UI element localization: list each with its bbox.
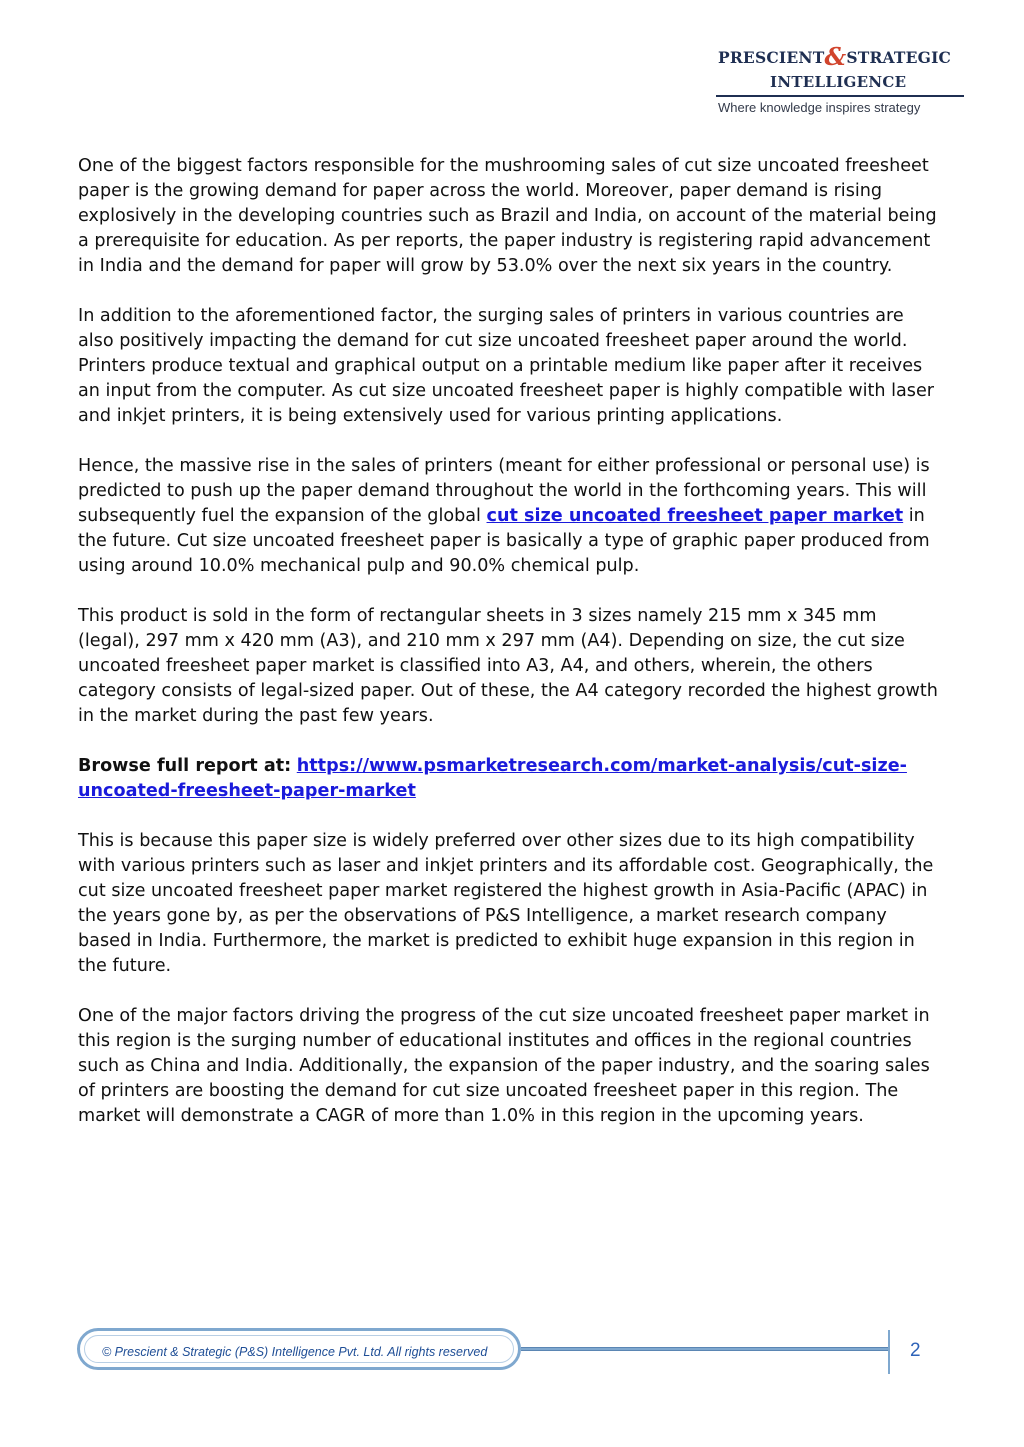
paragraph-3 <box>78 454 940 579</box>
market-report-link[interactable]: cut size uncoated freesheet paper market <box>486 506 904 526</box>
browse-report-url-link[interactable]: https://www.psmarketresearch.com/market-analysis/cut-size-uncoated-freesheet-paper-market <box>78 756 907 801</box>
browse-report-label: Browse full report at: <box>78 756 292 776</box>
footer-page-divider <box>888 1330 890 1374</box>
company-logo <box>716 40 966 122</box>
paragraph-5: This is because this paper size is widely preferred over other sizes due to its high compatibility with various printers such as laser and inkjet printers and its affordable cost. Geographically, the cut size uncoated freesheet paper market registered the highest growth in Asia-Pacific (APAC) in the years gone by, as per the observations of P&S Intelligence, a market research company based in India. Furthermore, the market is predicted to exhibit huge expansion in this region in the future. <box>78 831 934 976</box>
logo-wordmark-line2: INTELLIGENCE <box>770 73 907 91</box>
logo-word-prescient: PRESCIENT <box>718 48 825 67</box>
logo-ampersand: & <box>824 42 847 71</box>
logo-wordmark-line1 <box>718 42 952 71</box>
paragraph-3-tail: in the future. Cut size uncoated freesheet paper is basically a type of graphic paper produced from using around 10.0% mechanical pulp and 90.0% chemical pulp. <box>78 506 930 576</box>
paragraph-2: In addition to the aforementioned factor, the surging sales of printers in various countries are also positively impacting the demand for cut size uncoated freesheet paper around the world. Printers produce textual and graphical output on a printable medium like paper after it receives an input from the computer. As cut size uncoated freesheet paper is highly compatible with laser and inkjet printers, it is being extensively used for various printing applications. <box>78 306 935 426</box>
paragraph-4: This product is sold in the form of rectangular sheets in 3 sizes namely 215 mm x 345 mm (legal), 297 mm x 420 mm (A3), and 210 mm x 297 mm (A4). Depending on size, the cut size uncoated freesheet paper market is classified into A3, A4, and others, wherein, the others category consists of legal-sized paper. Out of these, the A4 category recorded the highest growth in the market during the past few years. <box>78 606 938 726</box>
paragraph-6: One of the major factors driving the progress of the cut size uncoated freesheet paper market in this region is the surging number of educational institutes and offices in the regional countries such as China and India. Additionally, the expansion of the paper industry, and the soaring sales of printers are boosting the demand for cut size uncoated freesheet paper in this region. The market will demonstrate a CAGR of more than 1.0% in this region in the upcoming years. <box>78 1006 930 1126</box>
paragraph-1: One of the biggest factors responsible for the mushrooming sales of cut size uncoated freesheet paper is the growing demand for paper across the world. Moreover, paper demand is rising explosively in the developing countries such as Brazil and India, on account of the material being a prerequisite for education. As per reports, the paper industry is registering rapid advancement in India and the demand for paper will grow by 53.0% over the next six years in the country. <box>78 156 937 276</box>
footer-copyright-badge <box>77 1328 521 1370</box>
footer-copyright-text: © Prescient & Strategic (P&S) Intelligence Pvt. Ltd. All rights reserved <box>102 1345 488 1359</box>
page-number: 2 <box>910 1340 921 1361</box>
document-body <box>78 154 940 1154</box>
logo-divider <box>716 95 964 97</box>
footer-rule <box>521 1347 888 1351</box>
browse-report-line <box>78 754 940 804</box>
logo-tagline: Where knowledge inspires strategy <box>718 100 921 115</box>
logo-word-strategic: STRATEGIC <box>846 48 952 67</box>
paragraph-3-lead: Hence, the massive rise in the sales of printers (meant for either professional or personal use) is predicted to push up the paper demand throughout the world in the forthcoming years. This will subsequently fuel the expansion of the global <box>78 456 930 526</box>
